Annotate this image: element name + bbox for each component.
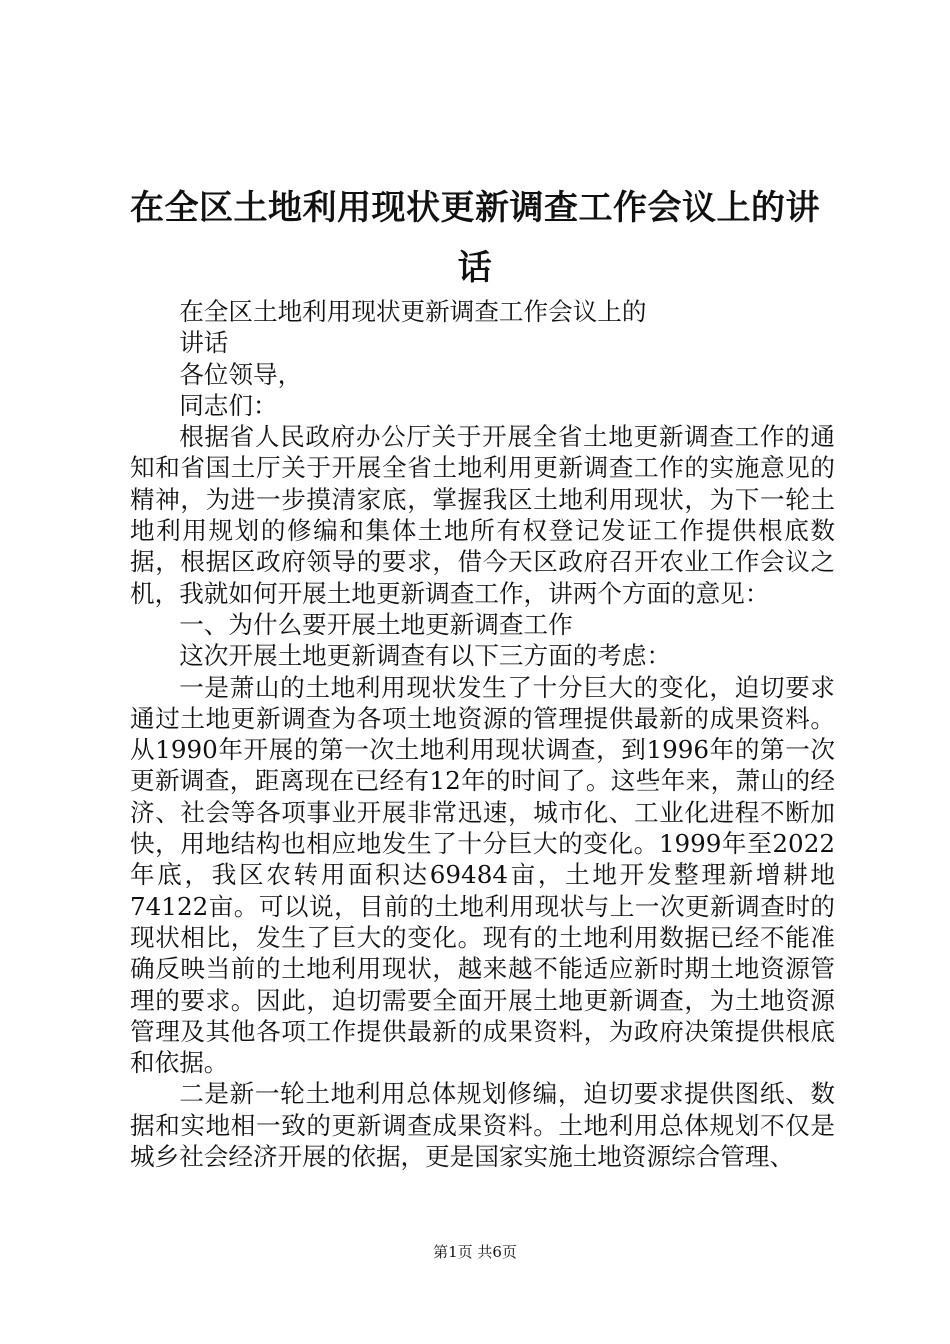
paragraph-considerations: 这次开展土地更新调查有以下三方面的考虑： (179, 641, 672, 671)
paragraph-intro: 根据省人民政府办公厅关于开展全省土地更新调查工作的通知和省国土厅关于开展全省土地利用更新调查工作的实施意见的精神，为进一步摸清家底，掌握我区土地利用现状，为下一轮土地利用规划的修编和集体土地所有权登记发证工作提供根底数据，根据区政府领导的要求，借今天区政府召开农业工作会议之机，我就如何开展土地更新调查工作，讲两个方面的意见： (130, 422, 835, 608)
document-title: 在全区土地利用现状更新调查工作会议上的讲话 (130, 188, 820, 288)
document-body (130, 296, 835, 1172)
page-number-footer: 第1页 共6页 (433, 1243, 517, 1261)
paragraph-subtitle-line1: 在全区土地利用现状更新调查工作会议上的 (179, 297, 647, 326)
paragraph-subtitle-line2: 讲话 (179, 328, 229, 358)
section-heading-1: 一、为什么要开展土地更新调查工作 (179, 609, 573, 639)
paragraph-point-one: 一是萧山的土地利用现状发生了十分巨大的变化，迫切要求通过土地更新调查为各项土地资源的管理提供最新的成果资料。从1990年开展的第一次土地利用现状调查，到1996年的第一次更新调查，距离现在已经有12年的时间了。这些年来，萧山的经济、社会等各项事业开展非常迅速，城市化、工业化进程不断加快，用地结构也相应地发生了十分巨大的变化。1999年至2022年底，我区农转用面积达69484亩，土地开发整理新增耕地74122亩。可以说，目前的土地利用现状与上一次更新调查时的现状相比，发生了巨大的变化。现有的土地利用数据已经不能准确反映当前的土地利用现状，越来越不能适应新时期土地资源管理的要求。因此，迫切需要全面开展土地更新调查，为土地资源管理及其他各项工作提供最新的成果资料，为政府决策提供根底和依据。 (130, 672, 835, 1078)
paragraph-point-two: 二是新一轮土地利用总体规划修编，迫切要求提供图纸、数据和实地相一致的更新调查成果资料。土地利用总体规划不仅是城乡社会经济开展的依据，更是国家实施土地资源综合管理、 (130, 1079, 835, 1172)
paragraph-salutation-leaders: 各位领导， (179, 359, 303, 389)
paragraph-salutation-comrades: 同志们： (179, 390, 278, 420)
